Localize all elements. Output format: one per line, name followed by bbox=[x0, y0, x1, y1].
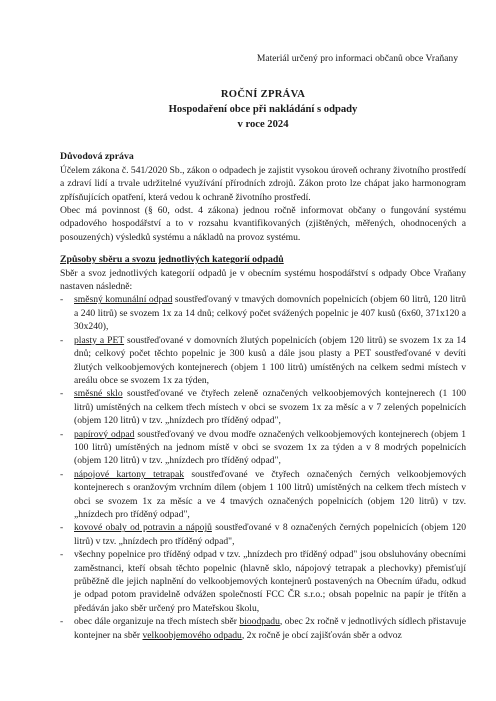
list-item bbox=[60, 615, 466, 642]
waste-category-text: soustřeďované v 8 označených černých popelnicích (objem 120 litrů) v tzv. „hnízdech pro tříděný odpad", bbox=[74, 522, 466, 547]
section-heading-rationale: Důvodová zpráva bbox=[60, 151, 134, 163]
waste-category-list bbox=[60, 293, 466, 642]
list-item bbox=[60, 387, 466, 427]
waste-category-text: , 2x ročně je obcí zajišťován sběr a odvoz bbox=[241, 629, 402, 641]
waste-category-text: všechny popelnice pro tříděný odpad v tzv. „hnízdech pro tříděný odpad" jsou obsluhovány obecními zaměstnanci, kteří obsah těchto popelnic (hlavně sklo, nápojový tetrapak a plechovky) přemisťují průběžně dle jejich naplnění do velkoobjemových kontejnerů postavených na Obecním úřadu, odkud je odpad potom pravidelně odvážen společností FCC ČR s.r.o.; obsah popelnic na papír je třítěn a předáván jako sběr určený pro Mateřskou školu, bbox=[74, 549, 466, 614]
section-collection bbox=[60, 253, 466, 642]
header-note: Materiál určený pro informaci občanů obce Vraňany bbox=[256, 53, 458, 64]
list-dash: - bbox=[60, 388, 64, 400]
section-heading-collection: Způsoby sběru a svozu jednotlivých kategorií odpadů bbox=[60, 254, 284, 266]
list-dash: - bbox=[60, 468, 64, 480]
rationale-paragraph-1: Účelem zákona č. 541/2020 Sb., zákon o odpadech je zajistit vysokou úroveň ochrany životního prostředí a zdraví lidí a trvale udržitelné využívání přírodních zdrojů. Zákon proto lze chápat jako harmonogram zpřísňujících opatření, která vedou k ochraně životního prostředí. bbox=[60, 164, 466, 203]
list-item bbox=[60, 521, 466, 548]
list-dash: - bbox=[60, 549, 64, 561]
waste-category-name: směsné sklo bbox=[74, 388, 123, 400]
waste-category-name: nápojové kartony tetrapak bbox=[74, 468, 185, 480]
waste-category-text: soustřeďované ve čtyřech označených černých velkoobjemových kontejnerech s oranžovým vrchním dílem (objem 1 100 litrů) umístěných na celkem třech místech v obci se svozem 1x za měsíc a ve 4 tmavých označených popelnicích (objem 120 litrů) v tzv. „hnízdech pro tříděný odpad", bbox=[74, 468, 466, 520]
list-item bbox=[60, 293, 466, 333]
waste-category-text: , obec 2x ročně v jednotlivých sídlech přistavuje kontejner na sběr bbox=[74, 616, 466, 641]
list-dash: - bbox=[60, 522, 64, 534]
list-dash: - bbox=[60, 294, 64, 306]
list-dash: - bbox=[60, 428, 64, 440]
waste-category-name: papírový odpad bbox=[74, 428, 135, 440]
rationale-paragraph-2: Obec má povinnost (§ 60, odst. 4 zákona) jednou ročně informovat občany o fungování systému odpadového hospodářství a to v rozsahu kvantifikovaných (zjištěných, měřených, ohodnocených a posouzených) výsledků systému a nákladů na provoz systému. bbox=[60, 205, 466, 243]
bulky-waste-term: velkoobjemového odpadu bbox=[142, 629, 242, 641]
list-item bbox=[60, 468, 466, 522]
waste-category-text: soustřeďované ve čtyřech zeleně označených velkoobjemových kontejnerech (1 100 litrů) umístěných na celkem třech místech v obci se svozem 1x za měsíc a v 7 zelených popelnicích (objem 120 litrů) v tzv. „hnízdech pro tříděný odpad", bbox=[74, 388, 467, 427]
waste-category-text: soustřeďovaný ve dvou modře označených velkoobjemových kontejnerech (objem 1 100 litrů) umístěných na jednom místě v obci se svozem 1x za týden a v 8 modrých popelnicích (objem 120 litrů) v tzv. „hnízdech pro tříděný odpad", bbox=[74, 428, 466, 467]
waste-category-text: soustřeďované v domovních žlutých popelnicích (objem 120 litrů) se svozem 1x za 14 dnů; celkový počet těchto popelnic je 300 kusů a dále jsou plasty a PET soustřeďované v devíti žlutých velkoobjemových kontejnerech (objem 1 100 litrů) umístěných na celkem sedmi místech v areálu obce se svozem 1x za týden, bbox=[74, 334, 466, 386]
list-item bbox=[60, 334, 466, 388]
title-block bbox=[60, 87, 466, 132]
collection-intro: Sběr a svoz jednotlivých kategorií odpadů je v obecním systému hospodářství s odpady Obce Vraňany nastaven následně: bbox=[60, 267, 466, 293]
report-year: v roce 2024 bbox=[237, 119, 289, 131]
list-item bbox=[60, 548, 466, 615]
list-dash: - bbox=[60, 616, 64, 628]
waste-category-name: kovové obaly od potravin a nápojů bbox=[74, 522, 212, 534]
list-item bbox=[60, 428, 466, 468]
report-title: ROČNÍ ZPRÁVA bbox=[220, 89, 306, 101]
waste-category-text: soustřeďovaný v tmavých domovních popelnicích (objem 60 litrů, 120 litrů a 240 litrů) se svozem 1x za 14 dnů; celkový počet svážených popelnic je 407 kusů (6x60, 371x120 a 30x240), bbox=[74, 294, 466, 333]
report-subtitle: Hospodaření obce při nakládání s odpady bbox=[168, 104, 358, 116]
waste-category-name: směsný komunální odpad bbox=[74, 294, 173, 306]
bioodpad-term: bioodpadu bbox=[239, 616, 280, 628]
list-dash: - bbox=[60, 334, 64, 346]
waste-category-name: plasty a PET bbox=[74, 334, 125, 346]
section-rationale bbox=[60, 150, 466, 244]
waste-category-text: obec dále organizuje na třech místech sběr bbox=[74, 616, 240, 628]
